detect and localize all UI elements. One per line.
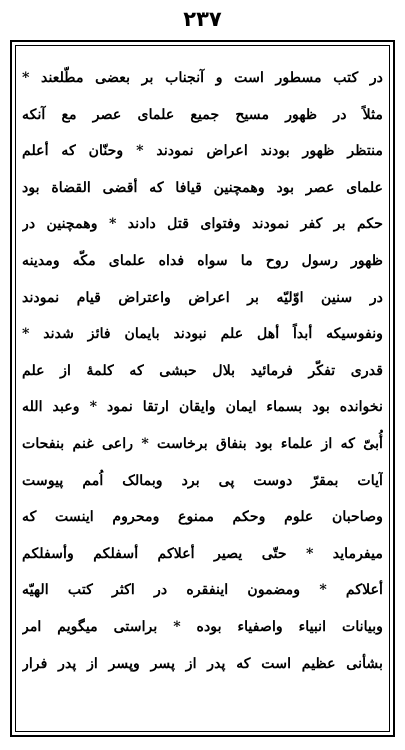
text-line-2: مثلاً در ظهور مسیح جمیع علمای عصر مع آنکه: [22, 106, 383, 123]
text-line-7: در سنین اوّلیّه بر اعراض واعتراض قیام نمودند: [22, 289, 383, 306]
text-line-4: علمای عصر بود وهمچنین قیافا که أقضی القضاة بود: [22, 179, 383, 196]
text-line-13: وصاحبان علوم وحکم ممنوع ومحروم اینست که: [22, 509, 383, 526]
text-line-17: بشأنی عظیم است که پدر از پسر وپسر از پدر فرار: [22, 655, 383, 672]
page-number: ۲۳۷: [183, 7, 222, 31]
text-line-15: أعلاکم * ومضمون اینفقره در اکثر کتب الهیّه: [22, 582, 383, 599]
text-line-8: ونفوسیکه أبداً أهل علم نبودند بایمان فائز شدند *: [22, 326, 383, 343]
page-frame: [10, 40, 395, 737]
text-line-5: حکم بر کفر نمودند وفتوای قتل دادند * وهمچنین در: [22, 216, 383, 233]
text-line-10: نخوانده بود بسماء ایمان وایقان ارتقا نمود * وعبد الله: [22, 399, 383, 416]
text-line-1: در کتب مسطور است و آنجناب بر بعضی مطّلعند *: [22, 70, 383, 86]
text-body: [22, 60, 383, 729]
text-line-16: وبیانات انبیاء واصفیاء بوده * براستی میگویم امر: [22, 618, 383, 635]
text-line-14: میفرماید * حتّی یصیر أعلاکم أسفلکم وأسفلکم: [22, 545, 383, 562]
text-line-9: قدری تفکّر فرمائید بلال حبشی که کلمهٔ از علم: [22, 362, 383, 379]
text-line-12: آیات بمقرّ دوست پی برد وبمالک اُمم پیوست: [22, 472, 383, 489]
text-line-11: أُبیّ که از علماء بود بنفاق برخاست * راعی غنم بنفحات: [22, 435, 383, 452]
text-line-6: ظهور رسول روح ما سواه فداه علمای مکّه ومدینه: [22, 252, 383, 269]
text-line-3: منتظر ظهور بودند اعراض نمودند * وحنّان که أعلم: [22, 143, 383, 160]
